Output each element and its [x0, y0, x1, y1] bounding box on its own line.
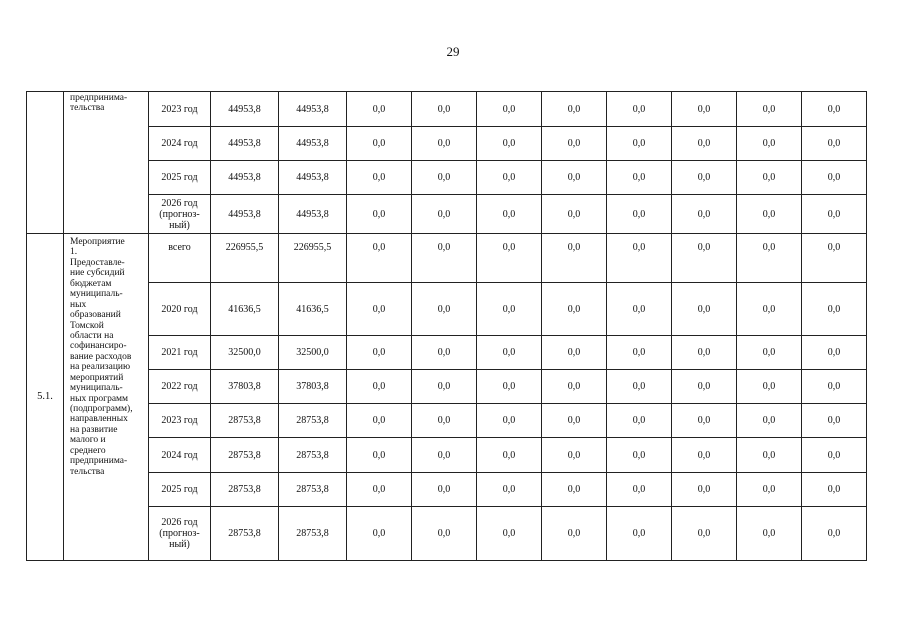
year-cell: 2023 год [149, 92, 211, 127]
value-cell: 28753,8 [279, 507, 347, 561]
value-cell: 0,0 [737, 195, 802, 234]
value-cell: 0,0 [672, 92, 737, 127]
value-cell: 0,0 [737, 370, 802, 404]
value-cell: 0,0 [347, 336, 412, 370]
value-cell: 0,0 [802, 404, 867, 438]
table-row [27, 473, 867, 507]
value-cell: 0,0 [802, 92, 867, 127]
value-cell: 0,0 [347, 404, 412, 438]
value-cell: 226955,5 [211, 234, 279, 283]
value-cell: 0,0 [477, 234, 542, 283]
value-cell: 0,0 [412, 473, 477, 507]
value-cell: 0,0 [477, 195, 542, 234]
budget-table [26, 91, 867, 561]
year-cell: 2023 год [149, 404, 211, 438]
value-cell: 0,0 [412, 92, 477, 127]
value-cell: 0,0 [412, 127, 477, 161]
value-cell: 0,0 [672, 473, 737, 507]
event-description: Мероприятие 1. Предоставле- ние субсидий бюджетам муниципаль- ных образований Томской области на софинансиро- вание расходов на реализацию мероприятий муниципаль- ных программ (подпрограмм), направленных на развитие малого и среднего предпринима- тельства [64, 234, 149, 561]
value-cell: 0,0 [607, 234, 672, 283]
value-cell: 0,0 [802, 127, 867, 161]
value-cell: 0,0 [672, 370, 737, 404]
table-row [27, 283, 867, 336]
value-cell: 0,0 [347, 161, 412, 195]
value-cell: 0,0 [672, 195, 737, 234]
value-cell: 0,0 [412, 336, 477, 370]
value-cell: 0,0 [412, 195, 477, 234]
year-cell: 2025 год [149, 473, 211, 507]
value-cell: 0,0 [672, 507, 737, 561]
value-cell: 0,0 [477, 404, 542, 438]
value-cell: 0,0 [542, 370, 607, 404]
value-cell: 0,0 [802, 283, 867, 336]
value-cell: 44953,8 [279, 127, 347, 161]
value-cell: 0,0 [672, 283, 737, 336]
value-cell: 37803,8 [211, 370, 279, 404]
value-cell: 28753,8 [279, 438, 347, 473]
value-cell: 0,0 [672, 161, 737, 195]
value-cell: 0,0 [347, 195, 412, 234]
value-cell: 0,0 [347, 283, 412, 336]
value-cell: 0,0 [737, 283, 802, 336]
value-cell: 32500,0 [211, 336, 279, 370]
value-cell: 0,0 [802, 370, 867, 404]
table-row [27, 336, 867, 370]
value-cell: 0,0 [607, 438, 672, 473]
value-cell: 0,0 [737, 507, 802, 561]
value-cell: 0,0 [672, 234, 737, 283]
value-cell: 41636,5 [279, 283, 347, 336]
value-cell: 0,0 [347, 473, 412, 507]
section-number-cell: 5.1. [27, 234, 64, 561]
value-cell: 0,0 [412, 161, 477, 195]
table-row [27, 507, 867, 561]
year-cell: 2022 год [149, 370, 211, 404]
value-cell: 0,0 [477, 507, 542, 561]
value-cell: 0,0 [542, 404, 607, 438]
value-cell: 226955,5 [279, 234, 347, 283]
value-cell: 0,0 [607, 336, 672, 370]
value-cell: 0,0 [607, 195, 672, 234]
table-row [27, 195, 867, 234]
value-cell: 0,0 [542, 473, 607, 507]
value-cell: 0,0 [607, 404, 672, 438]
value-cell: 0,0 [672, 127, 737, 161]
value-cell: 0,0 [347, 127, 412, 161]
value-cell: 0,0 [477, 92, 542, 127]
value-cell: 0,0 [607, 370, 672, 404]
value-cell: 0,0 [412, 234, 477, 283]
value-cell: 44953,8 [279, 161, 347, 195]
table-row [27, 370, 867, 404]
year-cell: 2026 год (прогноз- ный) [149, 195, 211, 234]
value-cell: 0,0 [607, 473, 672, 507]
value-cell: 0,0 [607, 507, 672, 561]
value-cell: 0,0 [542, 161, 607, 195]
budget-table-body [27, 92, 867, 561]
value-cell: 0,0 [802, 507, 867, 561]
value-cell: 0,0 [737, 161, 802, 195]
value-cell: 37803,8 [279, 370, 347, 404]
value-cell: 0,0 [737, 438, 802, 473]
value-cell: 0,0 [412, 507, 477, 561]
table-row [27, 161, 867, 195]
value-cell: 28753,8 [211, 507, 279, 561]
section-number-cell [27, 92, 64, 234]
value-cell: 0,0 [542, 127, 607, 161]
value-cell: 0,0 [802, 195, 867, 234]
value-cell: 0,0 [477, 336, 542, 370]
value-cell: 0,0 [412, 370, 477, 404]
value-cell: 0,0 [542, 283, 607, 336]
value-cell: 0,0 [542, 336, 607, 370]
table-row [27, 234, 867, 283]
value-cell: 0,0 [607, 127, 672, 161]
value-cell: 0,0 [347, 234, 412, 283]
year-cell: 2024 год [149, 127, 211, 161]
value-cell: 44953,8 [211, 195, 279, 234]
value-cell: 0,0 [737, 92, 802, 127]
year-cell: 2024 год [149, 438, 211, 473]
value-cell: 0,0 [802, 473, 867, 507]
value-cell: 0,0 [542, 507, 607, 561]
value-cell: 0,0 [477, 370, 542, 404]
value-cell: 0,0 [737, 404, 802, 438]
value-cell: 28753,8 [279, 473, 347, 507]
year-cell: 2021 год [149, 336, 211, 370]
value-cell: 44953,8 [279, 195, 347, 234]
value-cell: 44953,8 [211, 92, 279, 127]
value-cell: 0,0 [412, 404, 477, 438]
table-row [27, 92, 867, 127]
value-cell: 0,0 [477, 283, 542, 336]
table-row [27, 127, 867, 161]
value-cell: 28753,8 [211, 404, 279, 438]
value-cell: 0,0 [347, 438, 412, 473]
table-row [27, 438, 867, 473]
value-cell: 0,0 [477, 161, 542, 195]
event-description: предпринима- тельства [64, 92, 149, 234]
value-cell: 0,0 [802, 438, 867, 473]
value-cell: 0,0 [347, 507, 412, 561]
year-cell: 2025 год [149, 161, 211, 195]
value-cell: 0,0 [412, 283, 477, 336]
value-cell: 44953,8 [211, 127, 279, 161]
value-cell: 0,0 [542, 438, 607, 473]
value-cell: 0,0 [802, 161, 867, 195]
value-cell: 0,0 [347, 370, 412, 404]
value-cell: 0,0 [412, 438, 477, 473]
value-cell: 28753,8 [211, 473, 279, 507]
value-cell: 0,0 [737, 127, 802, 161]
value-cell: 0,0 [477, 473, 542, 507]
value-cell: 28753,8 [279, 404, 347, 438]
value-cell: 0,0 [542, 234, 607, 283]
value-cell: 44953,8 [211, 161, 279, 195]
value-cell: 0,0 [607, 161, 672, 195]
value-cell: 44953,8 [279, 92, 347, 127]
value-cell: 0,0 [672, 336, 737, 370]
year-cell: 2020 год [149, 283, 211, 336]
value-cell: 0,0 [607, 283, 672, 336]
value-cell: 0,0 [607, 92, 672, 127]
value-cell: 0,0 [542, 195, 607, 234]
value-cell: 0,0 [542, 92, 607, 127]
value-cell: 0,0 [802, 234, 867, 283]
table-row [27, 404, 867, 438]
value-cell: 41636,5 [211, 283, 279, 336]
year-cell: всего [149, 234, 211, 283]
value-cell: 0,0 [737, 336, 802, 370]
value-cell: 0,0 [737, 234, 802, 283]
value-cell: 0,0 [802, 336, 867, 370]
page-number: 29 [446, 44, 460, 59]
value-cell: 28753,8 [211, 438, 279, 473]
value-cell: 0,0 [672, 404, 737, 438]
value-cell: 32500,0 [279, 336, 347, 370]
value-cell: 0,0 [672, 438, 737, 473]
year-cell: 2026 год (прогноз- ный) [149, 507, 211, 561]
value-cell: 0,0 [737, 473, 802, 507]
value-cell: 0,0 [347, 92, 412, 127]
value-cell: 0,0 [477, 127, 542, 161]
value-cell: 0,0 [477, 438, 542, 473]
